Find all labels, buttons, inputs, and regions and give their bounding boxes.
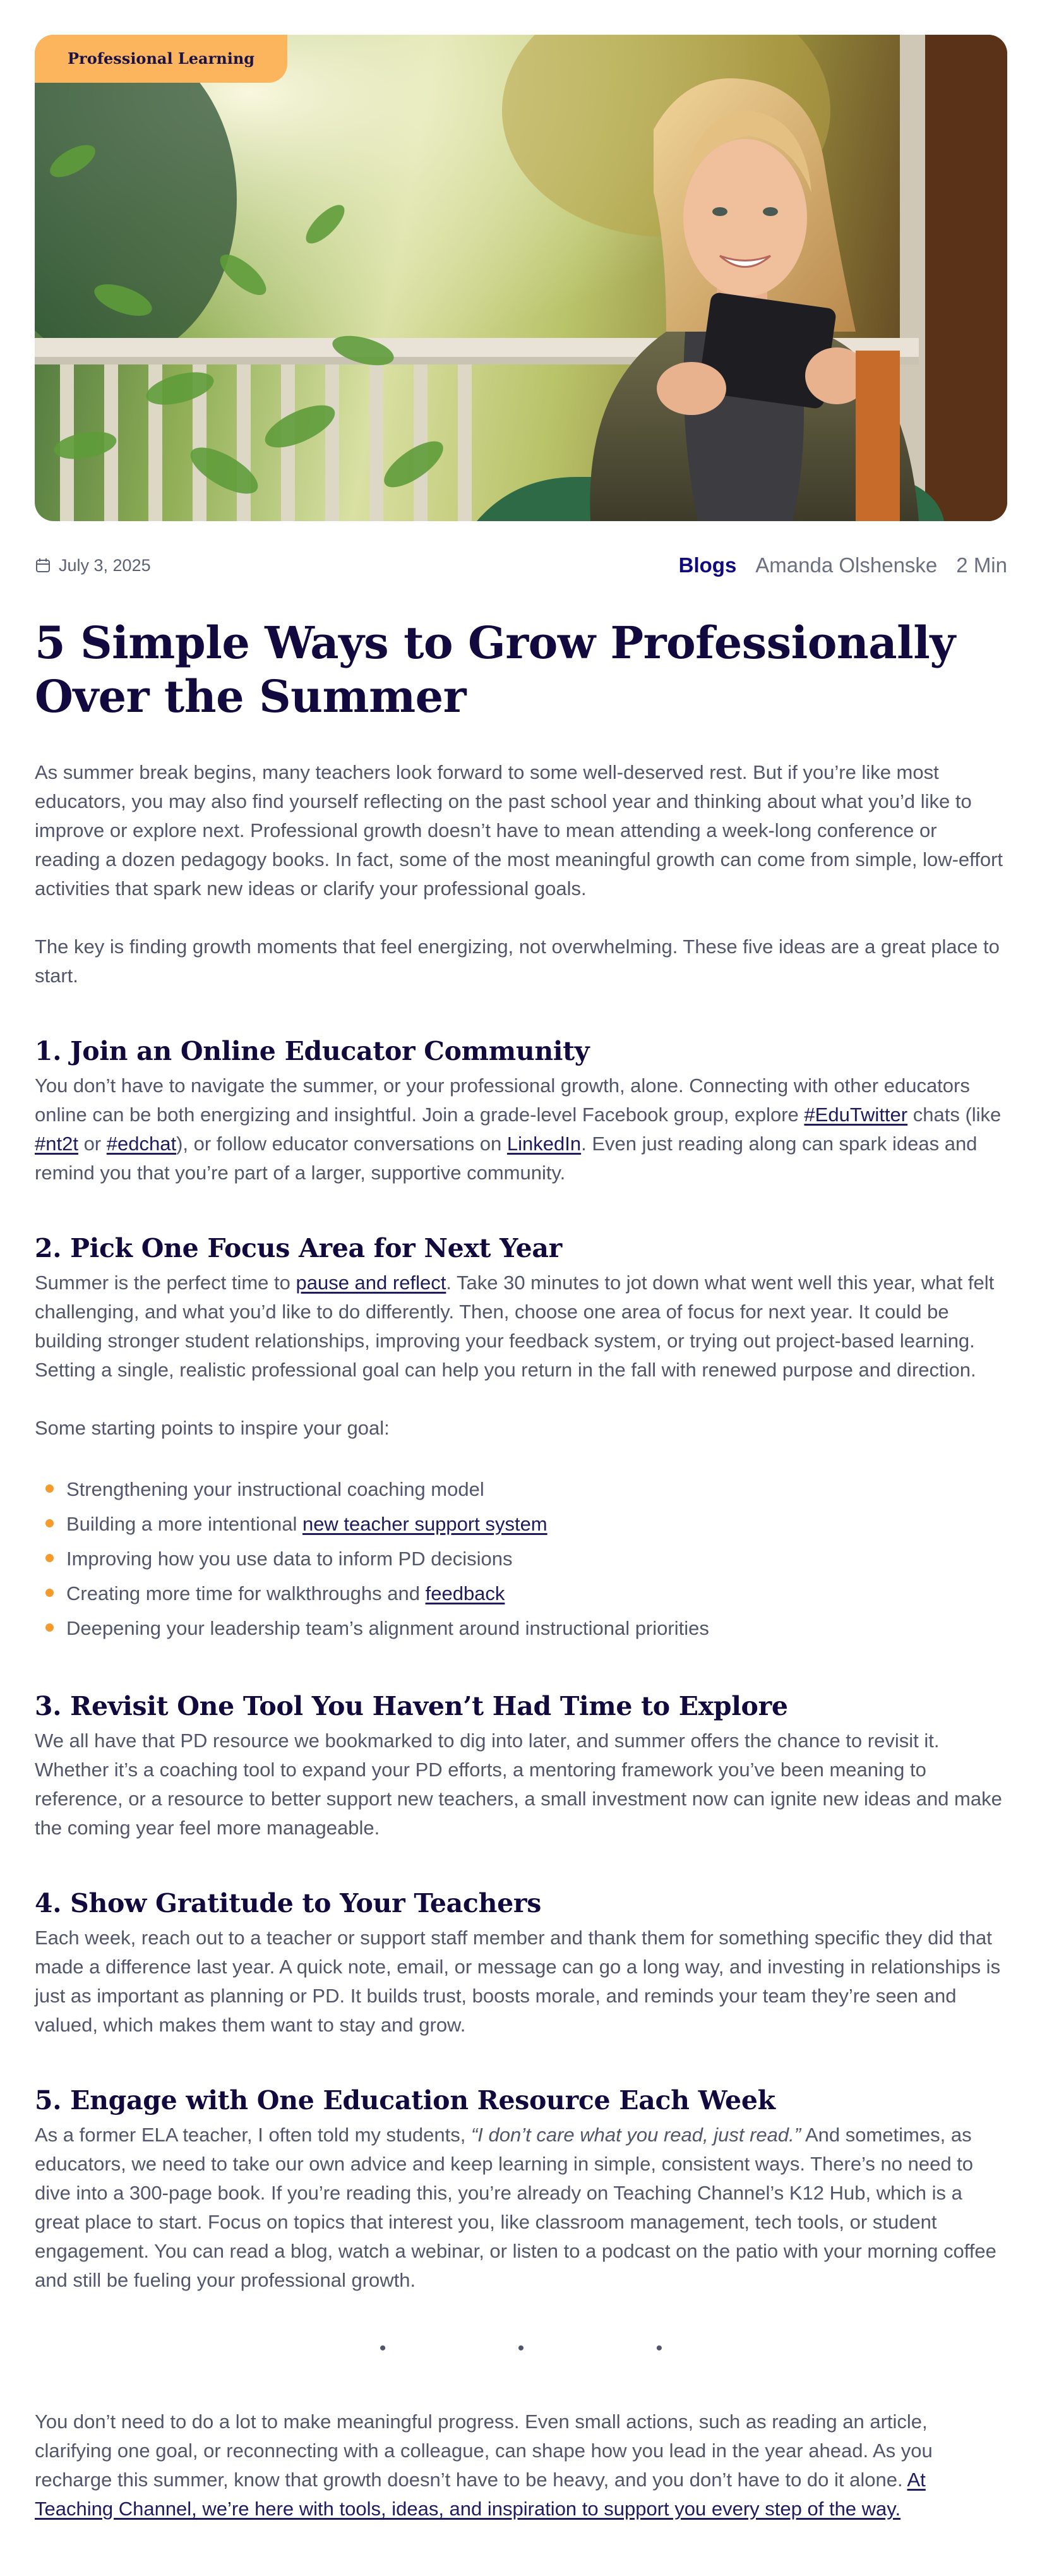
section-heading-2: 2. Pick One Focus Area for Next Year bbox=[35, 1233, 562, 1263]
intro-paragraph-2: The key is finding growth moments that feel energizing, not overwhelming. These five ideas are a great place to start. bbox=[35, 936, 1000, 987]
pause-and-reflect-link[interactable]: pause and reflect bbox=[296, 1272, 446, 1294]
feedback-link[interactable]: feedback bbox=[425, 1582, 505, 1604]
nt2t-link[interactable]: #nt2t bbox=[35, 1133, 78, 1155]
post-date bbox=[35, 553, 151, 578]
section-paragraph-3: We all have that PD resource we bookmarked to dig into later, and summer offers the chance to revisit it. Whether it’s a coaching tool to expand your PD efforts, a mentoring framework you’ve been meaning to reference, or a resource to better support new teachers, a small investment now can ignite new ideas and make the coming year feel more manageable. bbox=[35, 1730, 1002, 1839]
section-divider: • • • bbox=[379, 2338, 726, 2359]
article-body bbox=[35, 758, 1007, 2524]
post-category-link[interactable]: Blogs bbox=[678, 553, 737, 577]
post-meta bbox=[35, 553, 1007, 578]
section-heading-5: 5. Engage with One Education Resource Each Week bbox=[35, 2085, 775, 2116]
post-date-text: July 3, 2025 bbox=[59, 556, 151, 575]
page-title: 5 Simple Ways to Grow Professionally Over the Summer bbox=[35, 617, 955, 723]
section-paragraph-1: You don’t have to navigate the summer, or your professional growth, alone. Connecting with other educators online can be both energizing and insightful. Join a grade-level Facebook group, explore #EduTwitter chats (like #nt2t or #edchat), or follow educator conversations on LinkedIn. Even just reading along can spark ideas and remind you that you’re part of a larger, supportive community. bbox=[35, 1074, 1002, 1184]
list-item: Strengthening your instructional coaching model bbox=[66, 1472, 1007, 1507]
section-paragraph-2: Summer is the perfect time to pause and reflect. Take 30 minutes to jot down what went well this year, what felt challenging, and what you’d like to do differently. Then, choose one area of focus for next year. It could be building stronger student relationships, improving your feedback system, or trying out project-based learning. Setting a single, realistic professional goal can help you return in the fall with renewed purpose and direction. bbox=[35, 1272, 995, 1381]
list-item: Deepening your leadership team’s alignment around instructional priorities bbox=[66, 1611, 1007, 1646]
article-container bbox=[35, 35, 1007, 2524]
section-paragraph-5: As a former ELA teacher, I often told my students, “I don’t care what you read, just read.” And sometimes, as educators, we need to take our own advice and keep learning in simple, consistent ways. There’s no need to dive into a 300-page book. If you’re reading this, you’re already on Teaching Channel’s K12 Hub, which is a great place to start. Focus on topics that interest you, like classroom management, tech tools, or student engagement. You can read a blog, watch a webinar, or listen to a podcast on the patio with your morning coffee and still be fueling your professional growth. bbox=[35, 2124, 996, 2291]
section-heading-1: 1. Join an Online Educator Community bbox=[35, 1036, 590, 1066]
new-teacher-support-link[interactable]: new teacher support system bbox=[302, 1513, 547, 1535]
section-heading-4: 4. Show Gratitude to Your Teachers bbox=[35, 1888, 541, 1918]
post-meta-right bbox=[679, 553, 1007, 578]
quote: “I don’t care what you read, just read.” bbox=[470, 2124, 801, 2146]
calendar-icon bbox=[35, 557, 51, 574]
hero-illustration bbox=[35, 35, 1007, 521]
hero-image bbox=[35, 35, 1007, 521]
section-heading-3: 3. Revisit One Tool You Haven’t Had Time to Explore bbox=[35, 1691, 788, 1721]
list-item: Building a more intentional new teacher support system bbox=[66, 1507, 1007, 1541]
category-badge[interactable]: Professional Learning bbox=[35, 35, 287, 83]
post-author: Amanda Olshenske bbox=[755, 553, 938, 577]
section-paragraph-4: Each week, reach out to a teacher or support staff member and thank them for something specific they did that made a difference last year. A quick note, email, or message can go a long way, and investing in relationships is just as important as planning or PD. It builds trust, boosts morale, and reminds your team they’re seen and valued, which makes them want to stay and grow. bbox=[35, 1927, 1001, 2036]
goal-list bbox=[35, 1472, 1007, 1646]
goal-lead-text: Some starting points to inspire your goal: bbox=[35, 1417, 390, 1439]
linkedin-link[interactable]: LinkedIn bbox=[506, 1133, 582, 1155]
edutwitter-link[interactable]: #EduTwitter bbox=[804, 1104, 908, 1126]
closing-paragraph: You don’t need to do a lot to make meaningful progress. Even small actions, such as reading an article, clarifying one goal, or reconnecting with a colleague, can shape how you lead in the year ahead. As you recharge this summer, know that growth doesn’t have to be heavy, and you don’t have to do it alone. At Teaching Channel, we’re here with tools, ideas, and inspiration to support you every step of the way. bbox=[35, 2410, 933, 2520]
post-read-time: 2 Min bbox=[956, 553, 1007, 577]
list-item: Creating more time for walkthroughs and feedback bbox=[66, 1576, 1007, 1611]
list-item: Improving how you use data to inform PD decisions bbox=[66, 1541, 1007, 1576]
teaching-channel-link[interactable]: At Teaching Channel, we’re here with tools, ideas, and inspiration to support you every step of the way. bbox=[35, 2469, 926, 2520]
intro-paragraph-1: As summer break begins, many teachers look forward to some well-deserved rest. But if you’re like most educators, you may also find yourself reflecting on the past school year and thinking about what you’d like to improve or explore next. Professional growth doesn’t have to mean attending a week-long conference or reading a dozen pedagogy books. In fact, some of the most meaningful growth can come from simple, low-effort activities that spark new ideas or clarify your professional goals. bbox=[35, 761, 1003, 900]
edchat-link[interactable]: #edchat bbox=[106, 1133, 177, 1155]
